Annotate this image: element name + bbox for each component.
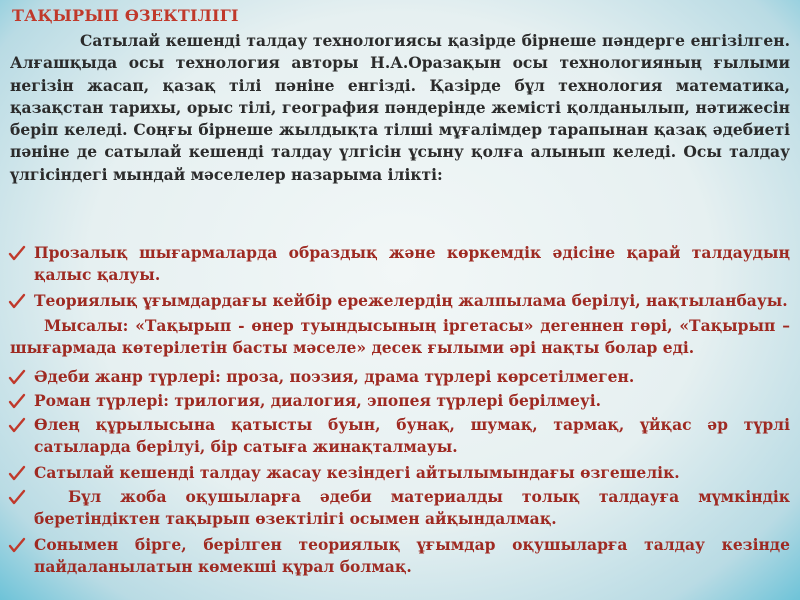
checkmark-icon <box>8 392 26 410</box>
checkmark-icon <box>8 292 26 310</box>
list-item-text: Сатылай кешенді талдау жасау кезіндегі айтылымындағы өзгешелік. <box>34 463 680 482</box>
slide-title: ТАҚЫРЫП ӨЗЕКТІЛІГІ <box>12 6 239 25</box>
intro-paragraph <box>10 30 790 186</box>
checkmark-icon <box>8 244 26 262</box>
list-item-text: Роман түрлері: трилогия, диалогия, эпопея түрлері берілмеуі. <box>34 391 602 410</box>
list-item <box>8 390 790 412</box>
list-item-text: Бұл жоба оқушыларға әдеби материалды толық талдауға мүмкіндік беретіндіктен тақырып өзектілігі осымен айқындалмақ. <box>34 487 790 529</box>
list-item <box>8 486 790 531</box>
list-item <box>8 366 790 388</box>
checkmark-icon <box>8 416 26 434</box>
list-item-text: Өлең құрылысына қатысты буын, бунақ, шумақ, тармақ, ұйқас әр түрлі сатыларда берілуі, бір сатыға жинақталмауы. <box>34 415 790 457</box>
list-item <box>8 462 790 484</box>
checkmark-icon <box>8 368 26 386</box>
list-item-text: Әдеби жанр түрлері: проза, поэзия, драма түрлері көрсетілмеген. <box>34 367 635 386</box>
list-item <box>8 534 790 579</box>
list-item-text: Теориялық ұғымдардағы кейбір ережелердің жалпылама берілуі, нақтыланбауы. <box>34 291 788 310</box>
list-item-text: Прозалық шығармаларда образдық және көркемдік әдісіне қарай талдаудың қалыс қалуы. <box>34 243 790 285</box>
example-text: Мысалы: «Тақырып - өнер туындысының іргетасы» дегеннен гөрі, «Тақырып – шығармада көтерілетін басты мәселе» десек ғылыми әрі нақты болар еді. <box>10 316 790 358</box>
checkmark-icon <box>8 464 26 482</box>
intro-text: Сатылай кешенді талдау технологиясы қазірде бірнеше пәндерге енгізілген. Алғашқыда осы технология авторы Н.А.Оразақын осы технологияның ғылыми негізін жасап, қазақ тілі пәніне енгізді. Қазірде бұл технология математика, қазақстан тарихы, орыс тілі, география пәндерінде жемісті қолданылып, нәтижесін беріп келеді. Соңғы бірнеше жылдықта тілші мұғалімдер тарапынан қазақ әдебиеті пәніне де сатылай кешенді талдау үлгісін ұсыну қолға алынып келеді. Осы талдау үлгісіндегі мындай мәселелер назарыма ілікті: <box>10 31 790 184</box>
list-item <box>8 414 790 459</box>
list-item <box>8 290 790 312</box>
example-paragraph <box>10 315 790 360</box>
list-item <box>8 242 790 287</box>
checkmark-icon <box>8 488 26 506</box>
checkmark-icon <box>8 536 26 554</box>
list-item-text: Сонымен бірге, берілген теориялық ұғымдар оқушыларға талдау кезінде пайдаланылатын көмекші құрал болмақ. <box>34 535 790 577</box>
